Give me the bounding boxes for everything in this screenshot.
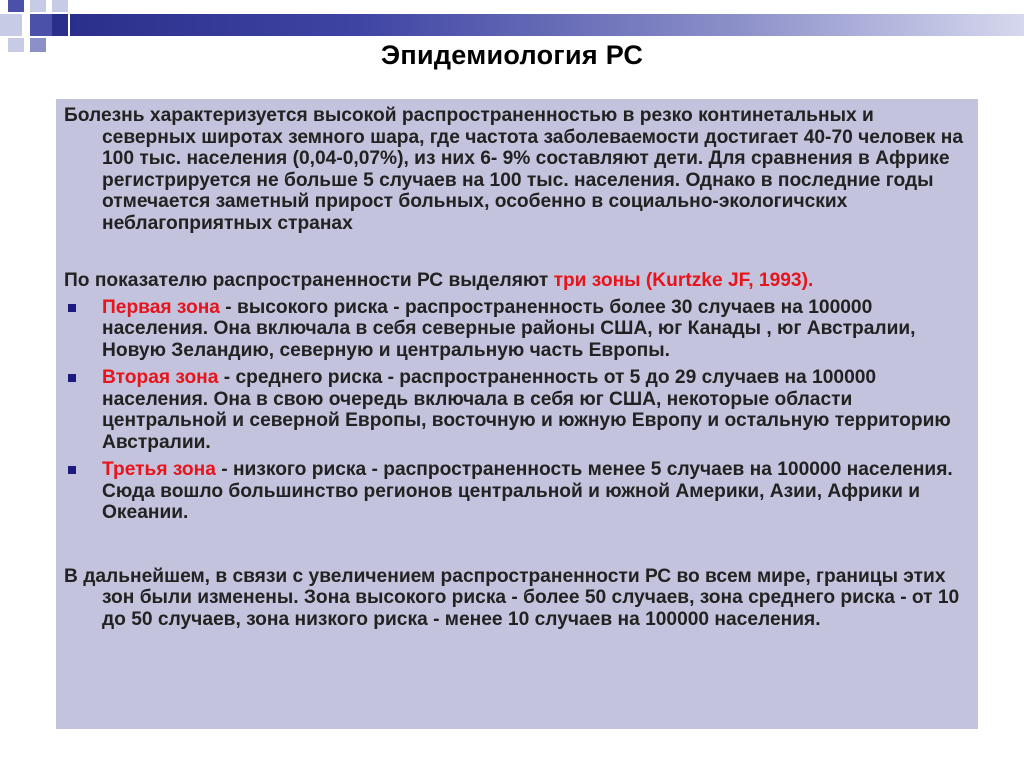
deco-square bbox=[52, 14, 68, 36]
zone-text: - высокого риска - распространенность более 30 случаев на 100000 населения. Она включала в себя северные районы США, юг Канады , юг Австралии, Новую Зеландию, северную и центральную часть Европы. bbox=[102, 296, 916, 361]
slide-content bbox=[64, 105, 966, 630]
deco-square bbox=[30, 0, 46, 12]
square-bullet-icon bbox=[68, 304, 76, 312]
deco-square bbox=[30, 14, 52, 36]
zones-lead-paragraph bbox=[64, 270, 966, 292]
intro-text: Болезнь характеризуется высокой распространенностью в резко континетальных и северных широтах земного шара, где частота заболеваемости достигает 40-70 человек на 100 тыс. населения (0,04-0,07%), из них 6- 9% составляют дети. Для сравнения в Африке регистрируется не больше 5 случаев на 100 тыс. населения. Однако в последние годы отмечается заметный прирост больных, особенно в социально-экологичских неблагоприятных странах bbox=[64, 105, 963, 234]
slide-title: Эпидемиология РС bbox=[380, 40, 644, 70]
zone-text: - среднего риска - распространенность от 5 до 29 случаев на 100000 населения. Она в свою очередь включала в себя юг США, некоторые области центральной и северной Европы, восточную и южную Европу и остальную территорию Австралии. bbox=[102, 367, 951, 453]
conclusion-paragraph bbox=[64, 566, 966, 631]
zone-text: - низкого риска - распространенность менее 5 случаев на 100000 населения. Сюда вошло большинство регионов центральной и южной Америки, Азии, Африки и Океании. bbox=[102, 459, 953, 523]
intro-paragraph bbox=[64, 105, 966, 234]
conclusion-text: В дальнейшем, в связи с увеличением распространенности РС во всем мире, границы этих зон были изменены. Зона высокого риска - более 50 случаев, зона среднего риска - от 10 до 50 случаев, зона низкого риска - менее 10 случаев на 100000 населения. bbox=[64, 565, 960, 630]
list-item bbox=[64, 367, 966, 453]
deco-square bbox=[8, 0, 24, 12]
header-gradient-bar bbox=[70, 14, 1024, 36]
list-item bbox=[64, 297, 966, 362]
zones-highlight: три зоны (Kurtzke JF, 1993). bbox=[553, 270, 814, 291]
zone-name: Вторая зона bbox=[102, 367, 219, 388]
square-bullet-icon bbox=[68, 466, 76, 474]
zone-name: Третья зона bbox=[102, 459, 216, 480]
deco-square bbox=[52, 0, 68, 12]
deco-square bbox=[0, 14, 22, 36]
square-bullet-icon bbox=[68, 374, 76, 382]
list-item bbox=[64, 459, 966, 524]
zones-lead-text: По показателю распространенности РС выделяют bbox=[64, 270, 554, 291]
zones-list bbox=[64, 297, 966, 524]
zone-name: Первая зона bbox=[102, 296, 220, 318]
